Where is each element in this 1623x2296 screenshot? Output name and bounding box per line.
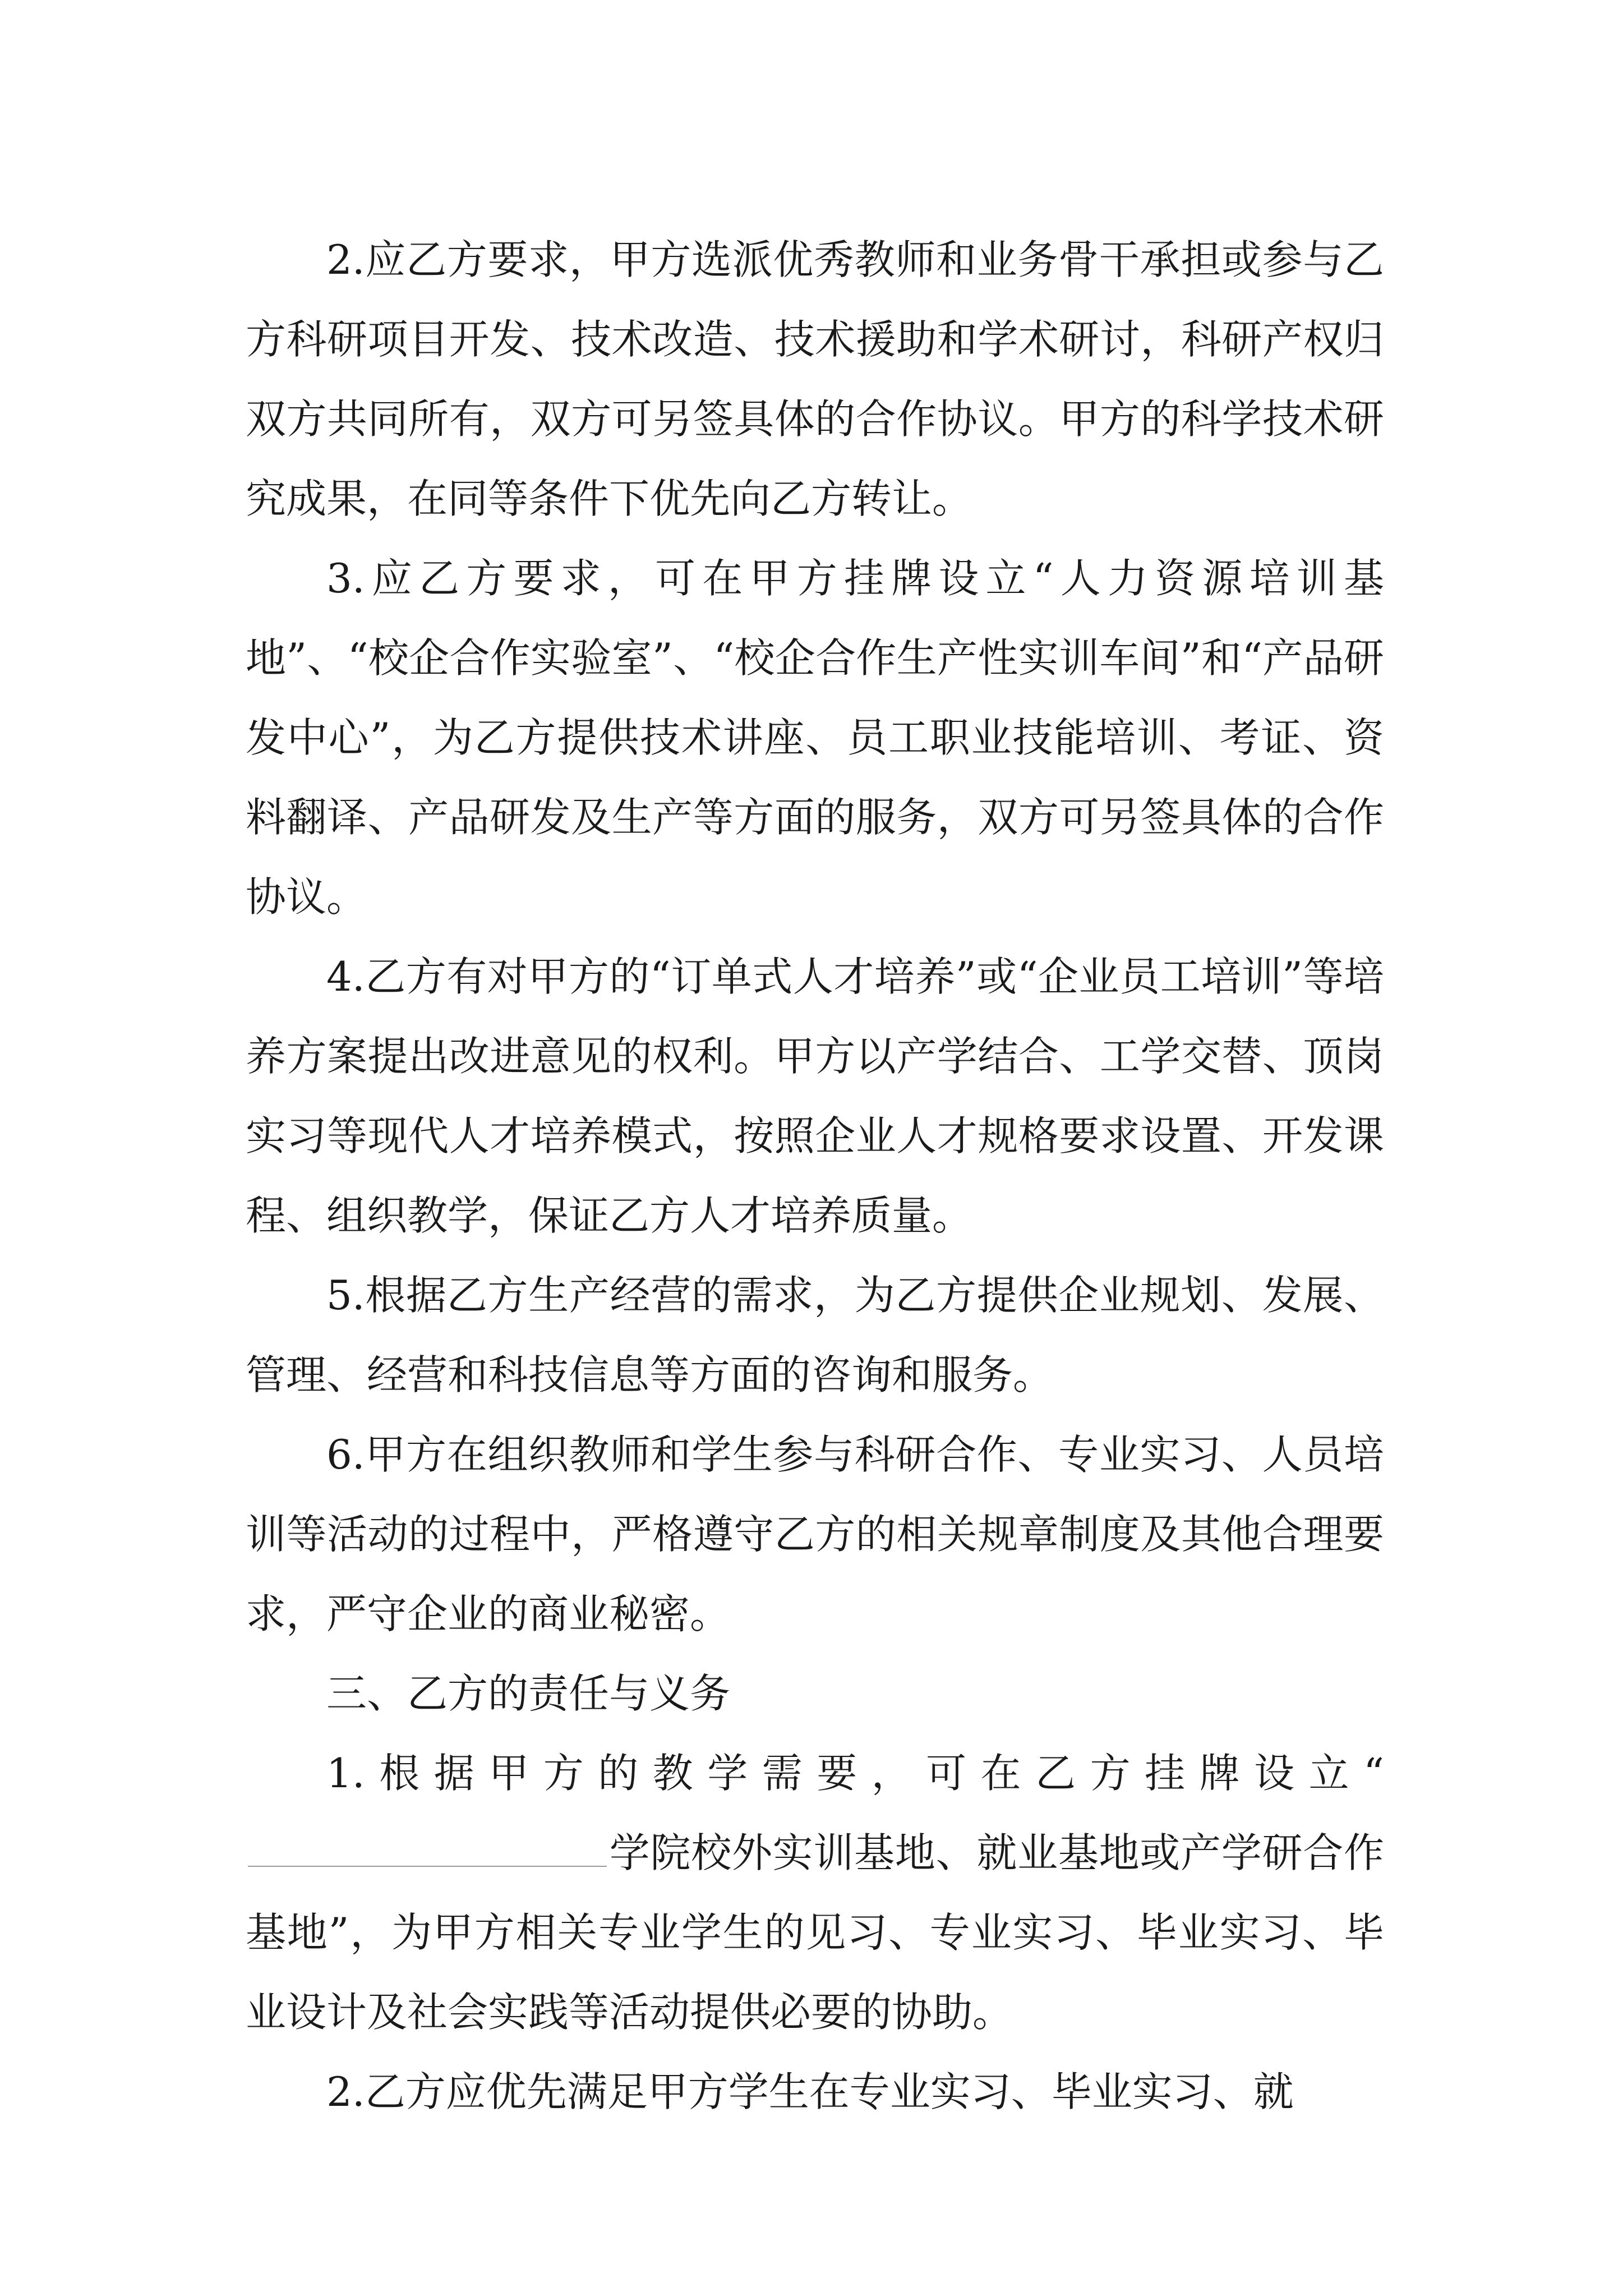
- document-body: [246, 220, 1384, 2132]
- clause-6-paragraph: 6.甲方在组织教师和学生参与科研合作、专业实习、人员培训等活动的过程中，严格遵守乙方的相关规章制度及其他合理要求，严守企业的商业秘密。: [246, 1431, 1384, 1637]
- clause-5-paragraph: 5.根据乙方生产经营的需求，为乙方提供企业规划、发展、管理、经营和科技信息等方面的咨询和服务。: [246, 1272, 1384, 1398]
- fill-in-blank-line: [248, 1832, 607, 1867]
- party-b-clause-1-text-start: 1.根据甲方的教学需要，可在乙方挂牌设立“: [326, 1750, 1384, 1797]
- party-b-clause-1-paragraph: [246, 1733, 1384, 2052]
- clause-3-paragraph: 3.应乙方要求，可在甲方挂牌设立“人力资源培训基地”、“校企合作实验室”、“校企合作生产性实训车间”和“产品研发中心”，为乙方提供技术讲座、员工职业技能培训、考证、资料翻译、产品研发及生产等方面的服务，双方可另签具体的合作协议。: [246, 555, 1384, 921]
- section-heading: 三、乙方的责任与义务: [326, 1670, 731, 1717]
- clause-2-paragraph: 2.应乙方要求，甲方选派优秀教师和业务骨干承担或参与乙方科研项目开发、技术改造、技术援助和学术研讨，科研产权归双方共同所有，双方可另签具体的合作协议。甲方的科学技术研究成果，在同等条件下优先向乙方转让。: [246, 236, 1384, 522]
- clause-4-paragraph: 4.乙方有对甲方的“订单式人才培养”或“企业员工培训”等培养方案提出改进意见的权利。甲方以产学结合、工学交替、顶岗实习等现代人才培养模式，按照企业人才规格要求设置、开发课程、组织教学，保证乙方人才培养质量。: [246, 953, 1384, 1239]
- party-b-clause-2-paragraph: 2.乙方应优先满足甲方学生在专业实习、毕业实习、就: [326, 2068, 1294, 2115]
- party-b-clause-1-text-end: 学院校外实训基地、就业基地或产学研合作基地”，为甲方相关专业学生的见习、专业实习、毕业实习、毕业设计及社会实践等活动提供必要的协助。: [246, 1829, 1384, 2036]
